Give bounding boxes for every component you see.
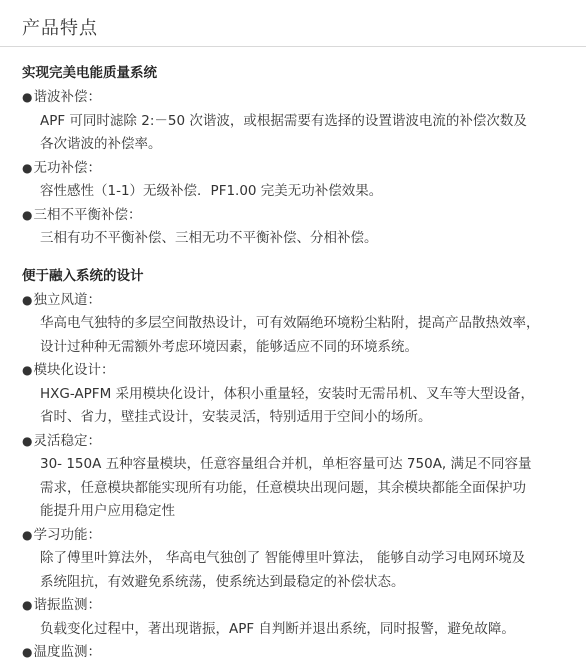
feature-heading	[22, 86, 578, 110]
feature-item	[22, 157, 578, 204]
bullet-icon: ●	[22, 207, 33, 222]
feature-item	[22, 204, 578, 251]
feature-description-line: APF 可同时滤除 2:－50 次谐波，或根据需要有选择的设置谐波电流的补偿次数及	[40, 112, 527, 129]
feature-description-line: HXG-APFM 采用模块化设计，体积小重量轻，安装时无需吊机、叉车等大型设备，	[40, 385, 535, 402]
feature-label: 三相不平衡补偿：	[33, 206, 142, 223]
feature-description-line: 华高电气独特的多层空间散热设计，可有效隔绝环境粉尘粘附，提高产品散热效率，	[40, 315, 540, 331]
feature-heading	[22, 524, 578, 548]
section-header	[0, 0, 586, 52]
feature-label: 谐振监测：	[33, 597, 101, 613]
feature-heading	[22, 359, 578, 383]
feature-heading	[22, 641, 578, 665]
feature-label: 温度监测：	[33, 644, 101, 660]
divider	[0, 46, 586, 47]
feature-heading	[22, 157, 578, 181]
bullet-icon: ●	[22, 645, 33, 659]
feature-description-line: 省时、省力，壁挂式设计，安装灵活，特别适用于空间小的场所。	[40, 409, 432, 425]
feature-item	[22, 359, 578, 430]
feature-group	[22, 62, 578, 251]
feature-item	[22, 289, 578, 360]
bullet-icon: ●	[22, 363, 33, 377]
group-title: 便于融入系统的设计	[22, 267, 144, 284]
feature-heading	[22, 430, 578, 454]
feature-heading	[22, 594, 578, 618]
feature-description-line: 系统阻抗，有效避免系统荡，使系统达到最稳定的补偿状态。	[40, 573, 405, 590]
feature-item	[22, 641, 578, 665]
feature-label: 无功补偿：	[33, 159, 101, 176]
group-title: 实现完美电能质量系统	[22, 65, 157, 81]
feature-label: 学习功能：	[33, 526, 101, 543]
feature-description-line: 需求，任意模块都能实现所有功能，任意模块出现问题，其余模块都能全面保护功	[40, 479, 526, 496]
bullet-icon: ●	[22, 527, 33, 542]
page-title: 产品特点	[22, 18, 98, 39]
feature-item	[22, 86, 578, 157]
feature-item	[22, 594, 578, 641]
feature-heading	[22, 204, 578, 228]
feature-description-line: 设计过种种无需额外考虑环境因素，能够适应不同的环境系统。	[40, 338, 418, 355]
bullet-icon: ●	[22, 598, 33, 612]
feature-label: 模块化设计：	[33, 362, 115, 378]
feature-content	[22, 62, 578, 669]
bullet-icon: ●	[22, 90, 33, 104]
feature-item	[22, 524, 578, 595]
feature-group	[22, 265, 578, 665]
feature-description-line: 各次谐波的补偿率。	[40, 136, 162, 152]
bullet-icon: ●	[22, 160, 33, 175]
bullet-icon: ●	[22, 292, 33, 307]
feature-label: 灵活稳定：	[33, 432, 101, 449]
feature-description-line: 容性感性（1-1）无级补偿．PF1.00 完美无功补偿效果。	[40, 183, 383, 199]
feature-label: 独立风道：	[33, 291, 101, 308]
feature-heading	[22, 289, 578, 313]
feature-item	[22, 430, 578, 524]
feature-description-line: 三相有功不平衡补偿、三相无功不平衡补偿、分相补偿。	[40, 230, 378, 246]
feature-description-line: 能提升用户应用稳定性	[40, 503, 175, 519]
feature-description-line: 除了傅里叶算法外， 华高电气独创了 智能傅里叶算法， 能够自动学习电网环境及	[40, 550, 526, 566]
bullet-icon: ●	[22, 433, 33, 448]
feature-description-line: 负载变化过程中，著出现谐振，APF 自判断并退出系统，同时报警，避免故障。	[40, 620, 515, 637]
feature-label: 谐波补偿：	[33, 89, 101, 105]
feature-description-line: 30- 150A 五种容量模块，任意容量组合并机，单柜容量可达 750A, 满足不同容量	[40, 456, 532, 472]
